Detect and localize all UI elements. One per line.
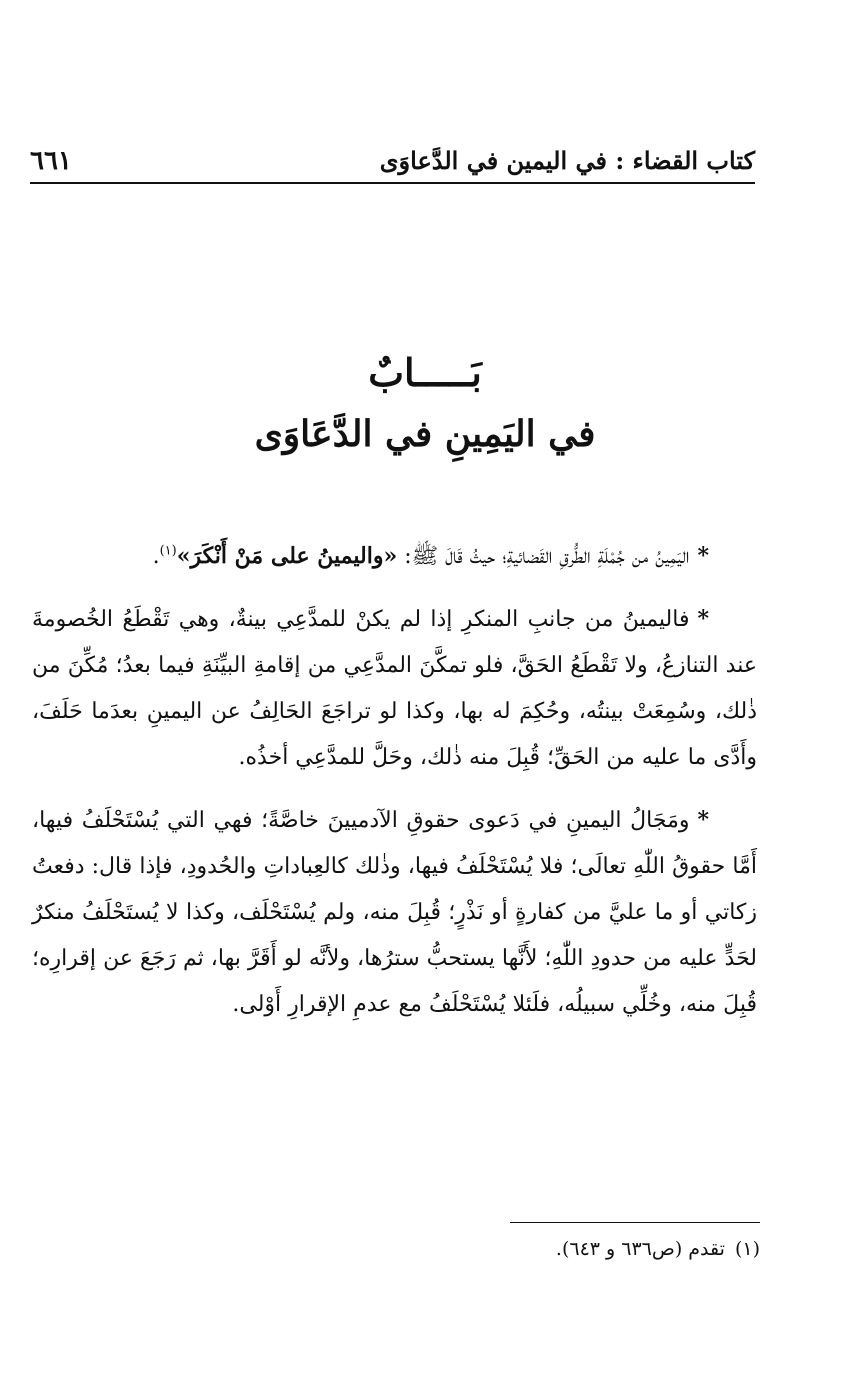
paragraph-text: ومَجَالُ اليمينِ في دَعوى حقوقِ الآدميينَ خاصَّةً؛ فهي التي يُسْتَحْلَفُ فيها، أَمَّا حقوقُ اللّٰهِ تعالَى؛ فلا يُسْتَحْلَفُ فيها، وذٰلك كالعِباداتِ والحُدودِ، فإذا قال: دفعتُ زكاتي أو ما عليَّ من كفارةٍ أو نَذْرٍ؛ قُبِلَ منه، ولم يُسْتَحْلَف، وكذا لا يُستَحْلَفُ منكرٌ لحَدٍّ عليه من حدودِ اللّٰهِ؛ لأَنَّها يستحبُّ سترُها، ولأنَّه لو أَقَرَّ بها، ثم رَجَعَ عن إقرارِه؛ قُبِلَ منه، وخُلِّي سبيلُه، فلَئلا يُسْتَحْلَفُ مع عدمِ الإقرارِ أَوْلى. bbox=[32, 808, 757, 1017]
footnote-reference: (١) bbox=[159, 543, 177, 559]
paragraph-text: فاليمينُ من جانبِ المنكرِ إذا لم يكنْ للمدَّعِي بينةٌ، وهي تَقْطَعُ الخُصومةَ عند التنازعُ، ولا تَقْطَعُ الحَقَّ، فلو تمكَّنَ المدَّعِي من إقامةِ البيِّنَةِ فيما بعدُ؛ مُكِّنَ من ذٰلك، وسُمِعَتْ بينتُه، وحُكِمَ له بها، وكذا لو تراجَعَ الحَالِفُ عن اليمينِ بعدَما حَلَفَ، وأَدَّى ما عليه من الحَقِّ؛ قُبِلَ منه ذٰلك، وحَلَّ للمدَّعِي أخذُه. bbox=[32, 607, 757, 770]
running-title: كتاب القضاء : في اليمين في الدَّعاوَى bbox=[379, 146, 755, 175]
paragraph-3 bbox=[32, 797, 757, 1028]
body-text bbox=[32, 533, 757, 1044]
paragraph-1 bbox=[32, 533, 757, 580]
paragraph-tail: . bbox=[152, 544, 160, 569]
paragraph-marker: * bbox=[697, 606, 709, 632]
footnote-number: (١) bbox=[734, 1238, 760, 1260]
paragraph-text: اليَمِينُ من جُمْلَةِ الطُّرقِ القَضائيةِ؛ حيثُ قَالَ ﷺ: bbox=[397, 544, 690, 569]
page-number: ٦٦١ bbox=[30, 146, 72, 176]
footnote-text: تقدم (ص٦٣٦ و ٦٤٣). bbox=[555, 1238, 725, 1260]
header-divider bbox=[30, 182, 755, 184]
paragraph-marker: * bbox=[697, 807, 709, 833]
chapter-title: في اليَمِينِ في الدَّعَاوَى bbox=[254, 413, 596, 455]
hadith-quote: «واليمينُ على مَنْ أَنْكَرَ» bbox=[176, 543, 398, 569]
running-header bbox=[30, 138, 755, 178]
footnote-divider bbox=[510, 1222, 760, 1223]
chapter-label: بَـــــابٌ bbox=[368, 350, 482, 395]
footnote bbox=[160, 1234, 760, 1264]
paragraph-2 bbox=[32, 596, 757, 781]
paragraph-marker: * bbox=[697, 543, 709, 569]
